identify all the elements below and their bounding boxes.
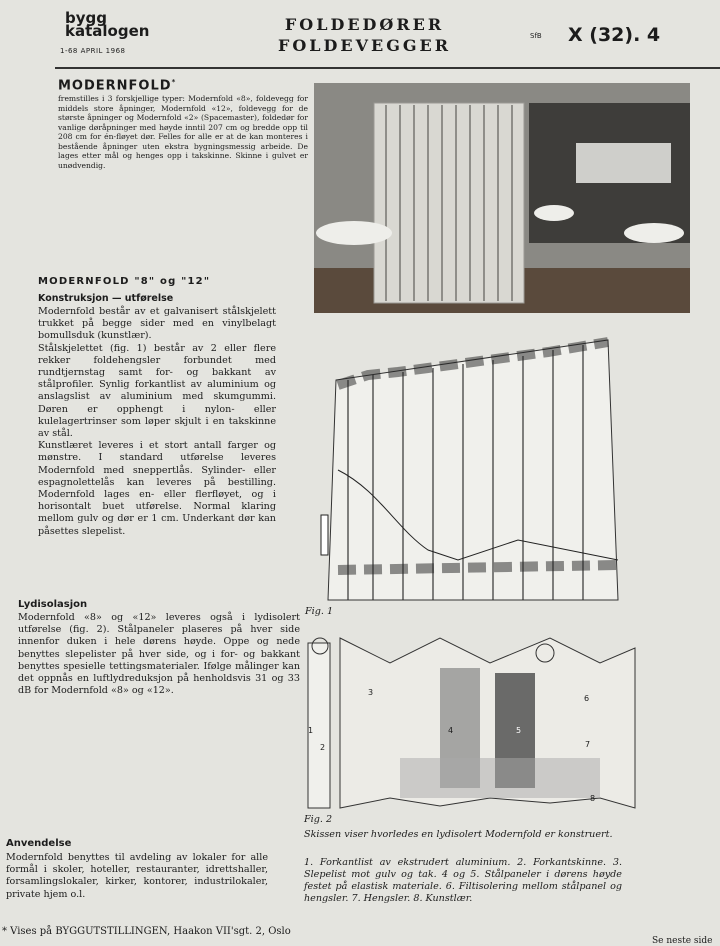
callout-1: 1 [308, 726, 314, 735]
section-heading: MODERNFOLD "8" og "12" [38, 276, 211, 287]
logo-line-2: katalogen [65, 22, 150, 40]
callout-8: 8 [590, 794, 596, 803]
construction-paragraph: Kunstlæret leveres i et stort antall farger og mønstre. I standard utførelse leveres Modernfold med sneppertlås. Sylinder- eller espagnolettelås kan leveres på bestilling. Modernfold lages en- eller flerfløyet, og i horisontalt buet utførelse. Normal klaring mellom gulv og dør er 1 cm. Underkant dør kan påsettes slepelist. [38, 440, 276, 537]
callout-7: 7 [585, 740, 591, 749]
construction-paragraph: Stålskjelettet (fig. 1) består av 2 eller flere rekker foldehengsler forbundet med rundtjernstag samt for- og bakkant av stålprofiler. Synlig forkantlist av aluminium og anslagslist av aluminium med skumgummi. Døren er opphengt i nylon- eller kulelagertrinser som løper skjult i en takskinne av stål. [38, 342, 276, 440]
intro-text: fremstilles i 3 forskjellige typer: Modernfold «8», foldevegg for middels store åpninger, Modernfold «12», foldevegg for de største åpninger og Modernfold «2» (Spacemaster), foldedør for vanlige døråpninger med høyde inntil 207 cm og bredde opp til 208 cm for én-fløyet dør. Felles for alle er at de kan monteres i bestående åpninger uten ekstra bygningsmessig arbeide. De lages etter mål og henges opp i takskinne. Skinne i gulvet er unødvendig. [58, 94, 308, 170]
callout-4: 4 [448, 726, 454, 735]
issue-date: 1-68 APRIL 1968 [60, 47, 126, 55]
title-line-1: FOLDEDØRER [284, 15, 445, 34]
construction-paragraph: Modernfold består av et galvanisert stålskjelett trukket på begge sider med en vinylbelagt bomullsduk (kunstlær). [38, 306, 276, 342]
page-title [272, 14, 457, 56]
construction-text [38, 306, 276, 538]
fig1-skeleton-drawing [318, 330, 636, 610]
intro-heading [58, 78, 176, 93]
footnote-mark: * [171, 78, 177, 86]
room-photo [314, 83, 690, 313]
fig2-legend: 1. Forkantlist av ekstrudert aluminium. 2. Forkantskinne. 3. Slepelist mot gulv og tak. 4 og 5. Stålpaneler i dørens høyde festet på elastisk materiale. 6. Filtisolering mellom stålpanel og hengsler. 7. Hengsler. 8. Kunstlær. [304, 857, 622, 904]
header-divider [55, 67, 720, 69]
bygg-katalogen-logo [65, 9, 150, 40]
continue-note: Se neste side [652, 936, 713, 946]
photo-folding-wall-illustration [314, 83, 690, 313]
usage-text: Modernfold benyttes til avdeling av lokaler for alle formål i skoler, hoteller, restauranter, idrettshaller, forsamlingslokaler, kirker, kontorer, industrilokaler, private hjem o.l. [6, 852, 268, 900]
logo-line-1: bygg [65, 9, 107, 27]
construction-subheading: Konstruksjon — utførelse [38, 293, 174, 304]
callout-5: 5 [516, 726, 522, 735]
sfb-label: SfB [530, 32, 542, 40]
intro-heading-text: MODERNFOLD [58, 78, 172, 94]
sound-insulation-text: Modernfold «8» og «12» leveres også i lydisolert utførelse (fig. 2). Stålpaneler plaseres på hver side innenfor duken i hele dørens høyde. Oppe og nede benyttes slepelister på hver side, og i for- og bakkant benyttes spesielle tettingsmaterialer. Ifølge målinger kan det oppnås en luftlydreduksjon på henholdsvis 31 og 33 dB for Modernfold «8» og «12». [18, 612, 300, 697]
sfb-code: X (32). 4 [568, 24, 661, 46]
footnote: * Vises på BYGGUTSTILLINGEN, Haakon VII'sgt. 2, Oslo [2, 926, 291, 937]
fig1-label: Fig. 1 [305, 606, 334, 617]
fig2-callouts [300, 628, 640, 812]
fig2-label: Fig. 2 [304, 814, 333, 825]
sound-insulation-heading: Lydisolasjon [18, 599, 88, 610]
fig2-caption: Skissen viser hvorledes en lydisolert Modernfold er konstruert. [304, 829, 613, 840]
title-line-2: FOLDEVEGGER [277, 36, 452, 55]
callout-3: 3 [368, 688, 374, 697]
callout-6: 6 [584, 694, 590, 703]
usage-heading: Anvendelse [6, 838, 72, 849]
callout-2: 2 [320, 743, 326, 752]
